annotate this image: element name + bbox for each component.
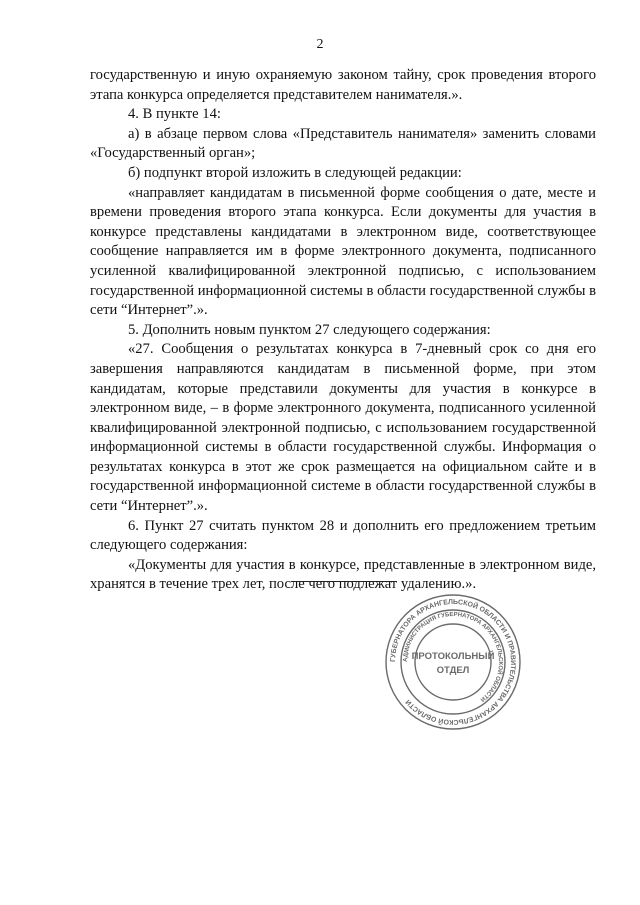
stamp-inner-ring-path: АДМИНИСТРАЦИЯ ГУБЕРНАТОРА АРХАНГЕЛЬСКОЙ ОБЛАСТИ (402, 611, 504, 703)
paragraph-quote-new-subitem: «направляет кандидатам в письменной форме сообщения о дате, месте и времени проведения второго этапа конкурса. Если документы для участия в конкурсе представлены кандидатами в электронном виде, соответствующее сообщение направляется им в форме электронного документа, подписанного усиленной квалифицированной электронной подписью, с использованием государственной информационной системы в области государственной службы в сети “Интернет”.». (90, 184, 596, 319)
stamp-outer-ring-path: ГУБЕРНАТОРА АРХАНГЕЛЬСКОЙ ОБЛАСТИ И ПРАВИТЕЛЬСТВА АРХАНГЕЛЬСКОЙ ОБЛАСТИ (389, 598, 517, 726)
stamp-inner-circle (415, 624, 491, 700)
paragraph-item-4: 4. В пункте 14: (128, 106, 221, 123)
paragraph-item-6: 6. Пункт 27 считать пунктом 28 и дополнить его предложением третьим следующего содержания: (90, 517, 596, 554)
paragraph-subitem-b: б) подпункт второй изложить в следующей редакции: (128, 164, 462, 181)
separator-line (291, 581, 396, 582)
paragraph-subitem-a: а) в абзаце первом слова «Представитель нанимателя» заменить словами «Государственный орган»; (90, 125, 596, 162)
document-body (90, 66, 596, 595)
protocol-department-stamp (384, 593, 522, 731)
stamp-center-line1: ПРОТОКОЛЬНЫЙ (411, 651, 495, 662)
paragraph-quote-documents: «Документы для участия в конкурсе, представленные в электронном виде, хранятся в течение трех лет, после чего подлежат удалению.». (90, 556, 596, 593)
paragraph-item-5: 5. Дополнить новым пунктом 27 следующего содержания: (128, 321, 491, 338)
paragraph-continuation: государственную и иную охраняемую законом тайну, срок проведения второго этапа конкурса определяется представителем нанимателя.». (90, 67, 596, 103)
stamp-center-line2: ОТДЕЛ (436, 665, 470, 676)
stamp-middle-circle (401, 610, 505, 714)
paragraph-quote-item-27: «27. Сообщения о результатах конкурса в 7-дневный срок со дня его завершения направляются кандидатам в письменной форме, при этом кандидатам, которые представили документы для участия в конкурсе в электронном виде, – в форме электронного документа, подписанного усиленной квалифицированной электронной подписью, с использованием государственной информационной системы в области государственной службы. Информация о результатах конкурса в этот же срок размещается на официальном сайте и в государственной информационной системе в области государственной службы в сети “Интернет”.». (90, 341, 596, 515)
page-number: 2 (316, 37, 324, 52)
